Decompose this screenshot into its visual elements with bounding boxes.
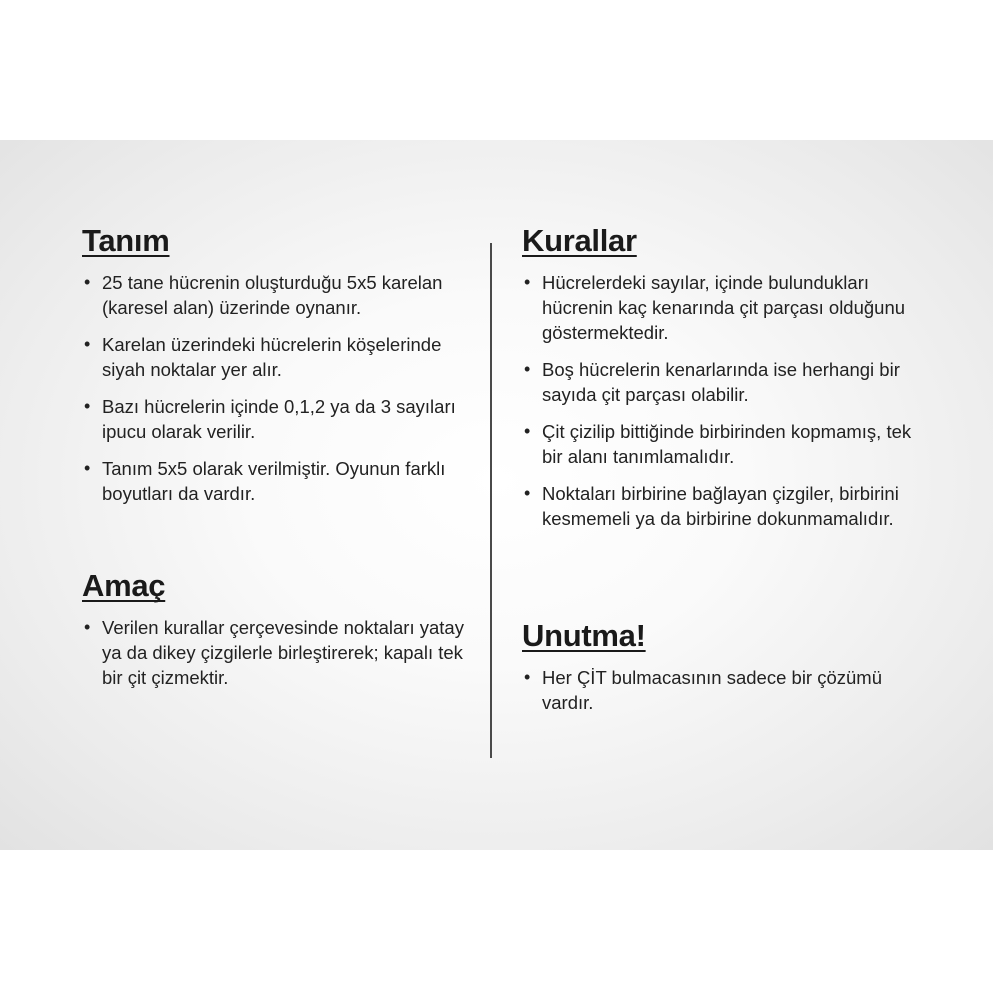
list-item: • Çit çizilip bittiğinde birbirinden kopmamış, tek bir alanı tanımlamalıdır. [522,419,922,469]
kurallar-list [522,270,922,531]
list-item: • Tanım 5x5 olarak verilmiştir. Oyunun farklı boyutları da vardır. [82,456,482,506]
tanim-list [82,270,482,506]
list-item: • Noktaları birbirine bağlayan çizgiler, birbirini kesmemeli ya da birbirine dokunmamalıdır. [522,481,922,531]
section-title-unutma: Unutma! [522,618,646,653]
list-item: • Her ÇİT bulmacasının sadece bir çözümü vardır. [522,665,922,715]
section-unutma [522,617,922,727]
section-tanim [82,222,482,518]
list-item: • Boş hücrelerin kenarlarında ise herhangi bir sayıda çit parçası olabilir. [522,357,922,407]
unutma-list [522,665,922,715]
list-item: • Hücrelerdeki sayılar, içinde bulundukları hücrenin kaç kenarında çit parçası olduğunu göstermektedir. [522,270,922,345]
list-item: • Karelan üzerindeki hücrelerin köşelerinde siyah noktalar yer alır. [82,332,482,382]
column-divider [490,243,492,758]
section-title-kurallar: Kurallar [522,223,637,258]
section-title-amac: Amaç [82,568,166,603]
section-kurallar [522,222,922,543]
amac-list [82,615,482,690]
list-item: • 25 tane hücrenin oluşturduğu 5x5 karelan (karesel alan) üzerinde oynanır. [82,270,482,320]
list-item: • Verilen kurallar çerçevesinde noktaları yatay ya da dikey çizgilerle birleştirerek; kapalı tek bir çit çizmektir. [82,615,482,690]
section-amac [82,567,482,702]
list-item: • Bazı hücrelerin içinde 0,1,2 ya da 3 sayıları ipucu olarak verilir. [82,394,482,444]
section-title-tanim: Tanım [82,223,170,258]
